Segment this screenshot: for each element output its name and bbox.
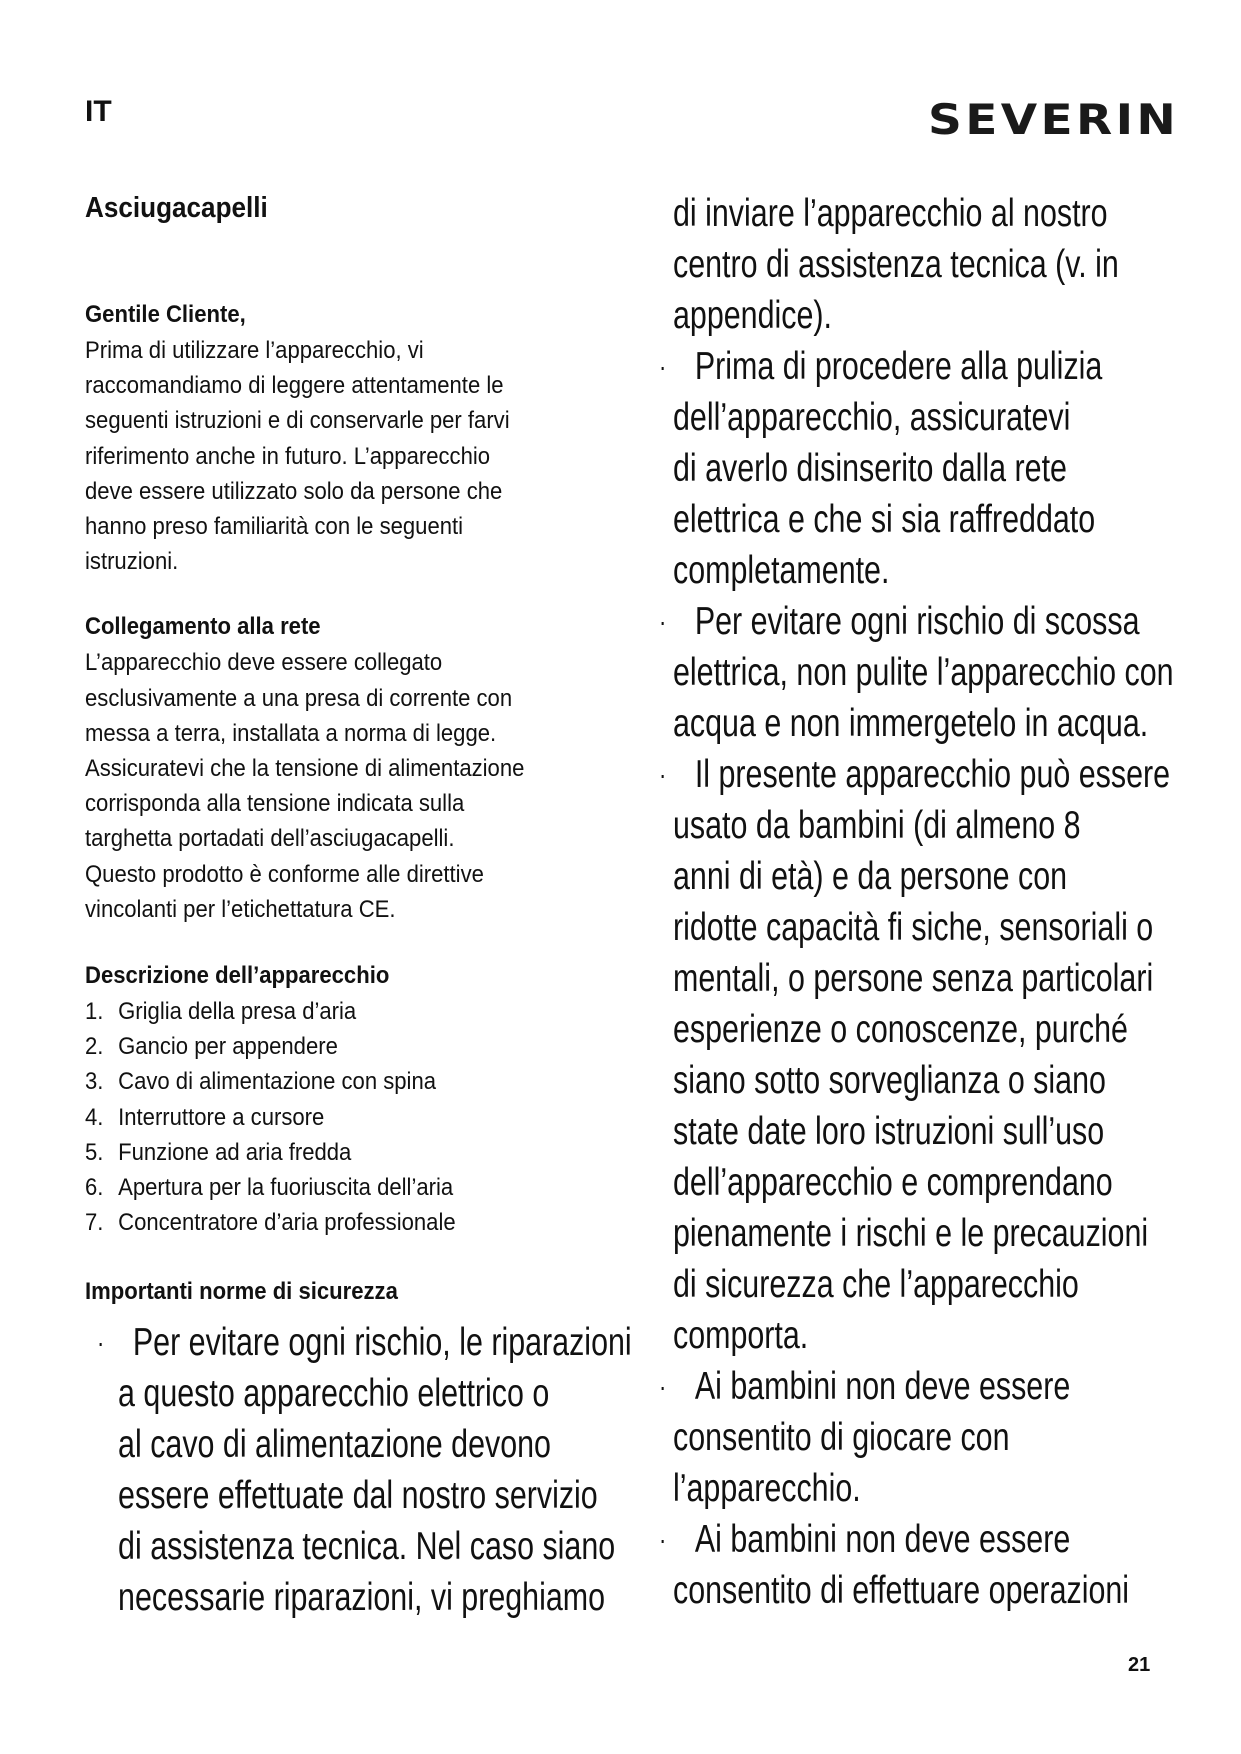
brand-logo: SEVERIN: [928, 95, 1180, 144]
list-item-text: Interruttore a cursore: [118, 1103, 325, 1131]
safety-line: usato da bambini (di almeno 8: [673, 804, 1081, 847]
list-item: [85, 1029, 600, 1064]
list-item-text: Cavo di alimentazione con spina: [118, 1068, 437, 1096]
intro-section: [85, 297, 645, 579]
safety-line: comporta.: [673, 1314, 809, 1357]
intro-line: raccomandiamo di leggere attentamente le: [85, 372, 504, 400]
safety-line: essere effettuate dal nostro servizio: [118, 1474, 598, 1517]
safety-line: necessarie riparazioni, vi preghiamo: [118, 1576, 606, 1619]
safety-bullet-children-play: [658, 1361, 1174, 1514]
safety-line: acqua e non immergetelo in acqua.: [673, 702, 1149, 745]
description-section: [85, 958, 645, 1240]
safety-line: dell’apparecchio e comprendano: [673, 1161, 1113, 1204]
intro-line: deve essere utilizzato solo da persone che: [85, 477, 503, 505]
list-item-number: 3.: [85, 1068, 104, 1096]
intro-line: seguenti istruzioni e di conservarle per farvi: [85, 407, 510, 435]
intro-text: [85, 333, 646, 579]
list-item: [85, 1170, 600, 1205]
safety-line: al cavo di alimentazione devono: [118, 1423, 551, 1466]
safety-line: di averlo disinserito dalla rete: [673, 447, 1067, 490]
list-item-number: 1.: [85, 998, 104, 1026]
safety-heading: Importanti norme di sicurezza: [85, 1278, 398, 1306]
safety-line: consentito di effettuare operazioni: [673, 1569, 1130, 1612]
safety-line: mentali, o persone senza particolari: [673, 957, 1154, 1000]
safety-bullet-water: [658, 596, 1174, 749]
intro-heading: Gentile Cliente,: [85, 301, 246, 328]
page-number: 21: [1128, 1654, 1151, 1676]
list-item: [85, 1205, 600, 1240]
safety-line: state date loro istruzioni sull’uso: [673, 1110, 1105, 1153]
list-item-text: Funzione ad aria fredda: [118, 1138, 352, 1166]
list-item-number: 7.: [85, 1209, 104, 1237]
intro-line: istruzioni.: [85, 548, 179, 576]
list-item: [85, 1064, 600, 1099]
connection-section: [85, 609, 645, 927]
connection-line: targhetta portadati dell’asciugacapelli.: [85, 825, 455, 853]
safety-line: [659, 596, 1174, 647]
connection-line: L’apparecchio deve essere collegato: [85, 649, 443, 677]
list-item-text: Griglia della presa d’aria: [118, 998, 357, 1026]
safety-line-text: Per evitare ogni rischio di scossa: [694, 600, 1140, 643]
bullet-dot: ·: [658, 1524, 667, 1555]
parts-list: [85, 994, 600, 1240]
connection-line: messa a terra, installata a norma di legge.: [85, 719, 497, 747]
bullet-dot: ·: [658, 351, 667, 382]
right-column: [658, 188, 1241, 1616]
safety-line: [659, 749, 1174, 800]
safety-line-text: Il presente apparecchio può essere: [694, 753, 1171, 796]
safety-line: [659, 1361, 1174, 1412]
connection-text: [85, 645, 646, 927]
intro-line: riferimento anche in futuro. L’apparecchio: [85, 442, 491, 470]
safety-line: elettrica e che si sia raffreddato: [673, 498, 1096, 541]
safety-line: [97, 1317, 632, 1368]
left-column: [85, 297, 645, 1310]
safety-line: anni di età) e da persone con: [673, 855, 1068, 898]
safety-line: a questo apparecchio elettrico o: [118, 1372, 550, 1415]
list-item-number: 2.: [85, 1033, 104, 1061]
safety-bullet-cleaning: [658, 341, 1174, 596]
connection-heading: Collegamento alla rete: [85, 613, 321, 641]
safety-right-text: [658, 188, 1174, 1616]
safety-line: appendice).: [673, 294, 832, 337]
safety-line: ridotte capacità fi siche, sensoriali o: [673, 906, 1154, 949]
safety-line: elettrica, non pulite l’apparecchio con: [673, 651, 1174, 694]
safety-line: completamente.: [673, 549, 890, 592]
connection-line: Questo prodotto è conforme alle direttive: [85, 860, 484, 888]
safety-line: dell’apparecchio, assicuratevi: [673, 396, 1071, 439]
bullet-dot: ·: [658, 1371, 667, 1402]
safety-bullet-children-use: [658, 749, 1174, 1361]
description-heading: Descrizione dell’apparecchio: [85, 962, 390, 990]
list-item: [85, 1135, 600, 1170]
list-item: [85, 1100, 600, 1135]
safety-bullet-children-operations: [658, 1514, 1174, 1616]
language-code: IT: [85, 95, 112, 128]
list-item-text: Apertura per la fuoriuscita dell’aria: [118, 1174, 454, 1202]
list-item-text: Concentratore d’aria professionale: [118, 1209, 456, 1237]
safety-line: di inviare l’apparecchio al nostro: [673, 192, 1108, 235]
safety-line: pienamente i rischi e le precauzioni: [673, 1212, 1149, 1255]
safety-line: consentito di giocare con: [673, 1416, 1010, 1459]
list-item-number: 6.: [85, 1174, 104, 1202]
bullet-dot: ·: [658, 606, 667, 637]
safety-section: [85, 1274, 645, 1310]
connection-line: vincolanti per l’etichettatura CE.: [85, 895, 396, 923]
document-title: Asciugacapelli: [85, 192, 268, 224]
bullet-dot: ·: [658, 759, 667, 790]
safety-line-text: Per evitare ogni rischio, le riparazioni: [132, 1321, 632, 1364]
safety-line: centro di assistenza tecnica (v. in: [673, 243, 1119, 286]
safety-line-text: Ai bambini non deve essere: [694, 1365, 1071, 1408]
intro-line: Prima di utilizzare l’apparecchio, vi: [85, 337, 424, 364]
safety-line: di assistenza tecnica. Nel caso siano: [118, 1525, 616, 1568]
list-item-number: 5.: [85, 1138, 104, 1166]
list-item-text: Gancio per appendere: [118, 1033, 338, 1061]
connection-line: esclusivamente a una presa di corrente con: [85, 684, 513, 712]
connection-line: corrisponda alla tensione indicata sulla: [85, 790, 465, 818]
safety-line: di sicurezza che l’apparecchio: [673, 1263, 1079, 1306]
intro-line: hanno preso familiarità con le seguenti: [85, 513, 464, 541]
safety-line: esperienze o conoscenze, purché: [673, 1008, 1128, 1051]
list-item-number: 4.: [85, 1103, 104, 1131]
list-item: [85, 994, 600, 1029]
safety-line-text: Ai bambini non deve essere: [694, 1518, 1071, 1561]
bullet-dot: ·: [97, 1327, 105, 1358]
safety-line: siano sotto sorveglianza o siano: [673, 1059, 1106, 1102]
safety-line: [659, 1514, 1174, 1565]
connection-line: Assicuratevi che la tensione di alimentazione: [85, 755, 525, 783]
safety-bullet-text: [97, 1317, 632, 1623]
safety-line-text: Prima di procedere alla pulizia: [694, 345, 1103, 388]
safety-line: [659, 341, 1174, 392]
safety-line: l’apparecchio.: [673, 1467, 861, 1510]
